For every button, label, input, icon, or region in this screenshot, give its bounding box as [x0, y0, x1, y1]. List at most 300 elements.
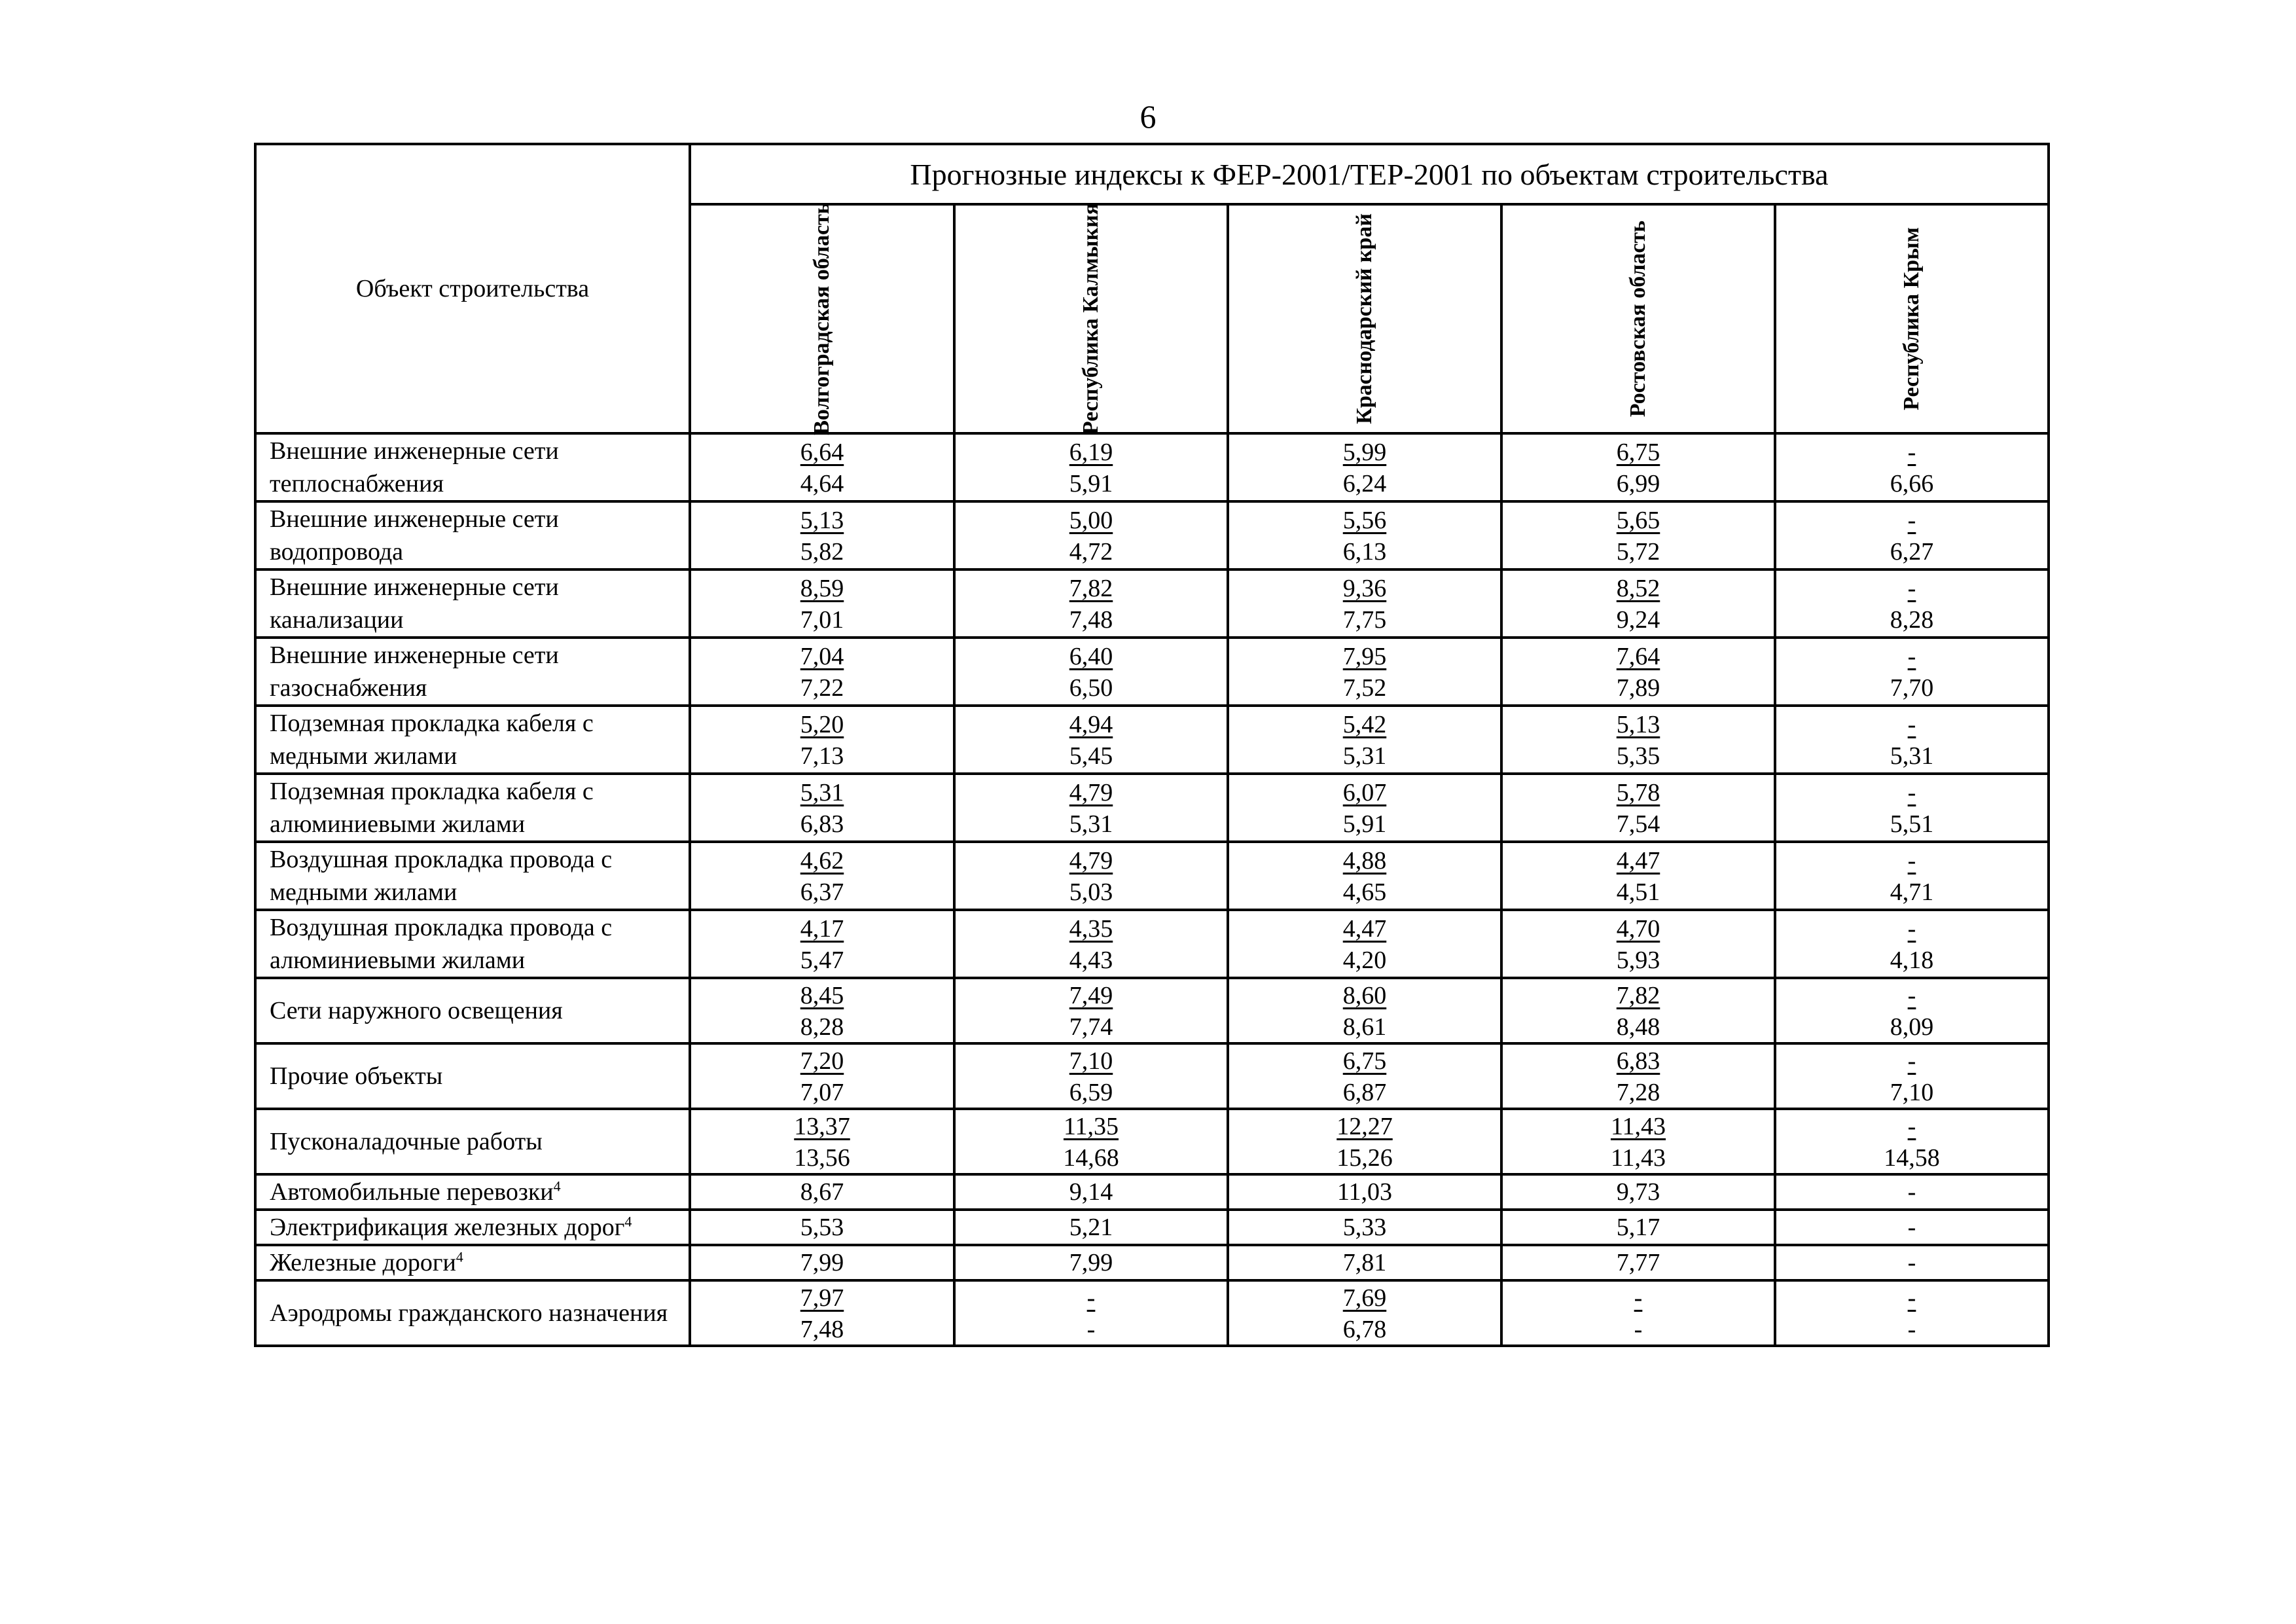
index-value-underlined: -: [1907, 1113, 1916, 1140]
object-name: [255, 910, 690, 978]
index-value: -: [1775, 1210, 2049, 1245]
index-value-underlined: 4,94: [1069, 711, 1113, 738]
index-value-top: [956, 1110, 1227, 1143]
index-value-bottom: 6,13: [1342, 538, 1387, 566]
table-row: [255, 1245, 2049, 1280]
index-value-top: [1503, 912, 1774, 945]
index-value-underlined: 5,42: [1342, 711, 1387, 738]
table-body: [255, 433, 2049, 1346]
index-value-pair: [954, 910, 1228, 978]
index-value-pair: [690, 774, 954, 842]
index-value-pair: [1775, 978, 2049, 1043]
index-value-underlined: -: [1907, 915, 1916, 943]
index-value-pair: [1228, 706, 1501, 774]
index-value-bottom: 5,45: [1069, 742, 1113, 770]
index-value-pair: [1501, 842, 1775, 910]
index-value-pair: [954, 433, 1228, 501]
index-value-underlined: -: [1907, 507, 1916, 534]
index-value-underlined: 9,36: [1342, 575, 1387, 602]
index-value-pair: [1228, 978, 1501, 1043]
index-value-underlined: 4,79: [1069, 847, 1113, 875]
index-value-top: [1503, 1282, 1774, 1314]
index-value-bottom: 4,20: [1342, 947, 1387, 974]
table-row: [255, 774, 2049, 842]
index-value-underlined: 4,17: [800, 915, 844, 943]
region-header: [1501, 204, 1775, 433]
object-name: [255, 1174, 690, 1210]
index-value-bottom: 8,61: [1342, 1013, 1387, 1041]
index-value-pair: [1501, 1280, 1775, 1346]
index-value-bottom: 7,48: [800, 1316, 844, 1343]
object-name-text: Внешние инженерные сети канализации: [270, 573, 559, 634]
index-value-pair: [1228, 1109, 1501, 1174]
index-value-pair: [954, 1043, 1228, 1109]
index-value-top: [956, 776, 1227, 809]
index-value-bottom: 4,71: [1890, 878, 1934, 906]
index-value-underlined: 7,97: [800, 1284, 844, 1312]
index-value: 7,81: [1228, 1245, 1501, 1280]
index-value-top: [1503, 844, 1774, 877]
object-name-text: Внешние инженерные сети водопровода: [270, 505, 559, 566]
index-value-pair: [1501, 978, 1775, 1043]
object-name: [255, 569, 690, 638]
index-value-bottom: 5,91: [1342, 810, 1387, 838]
region-header: [690, 204, 954, 433]
table-row: [255, 1109, 2049, 1174]
index-value-pair: [1501, 433, 1775, 501]
index-value: 5,21: [954, 1210, 1228, 1245]
index-value-bottom: 7,74: [1069, 1013, 1113, 1041]
index-value-underlined: 5,78: [1616, 779, 1660, 806]
index-value-top: [691, 436, 953, 469]
index-value-underlined: 8,59: [800, 575, 844, 602]
index-value-bottom: 6,59: [1069, 1079, 1113, 1106]
footnote-marker: 4: [553, 1178, 561, 1195]
index-value-bottom: 7,10: [1890, 1079, 1934, 1106]
index-value-bottom: -: [1634, 1316, 1643, 1343]
index-value-bottom: 5,35: [1616, 742, 1660, 770]
object-name-text: Воздушная прокладка провода с медными жилами: [270, 846, 613, 906]
object-name: [255, 1043, 690, 1109]
index-value-pair: [1775, 1043, 2049, 1109]
index-value-top: [956, 912, 1227, 945]
index-value-pair: [1228, 638, 1501, 706]
index-value-underlined: 5,31: [800, 779, 844, 806]
table-row: [255, 1043, 2049, 1109]
indices-table: [254, 143, 2050, 1347]
index-value-bottom: 7,01: [800, 606, 844, 634]
index-value-bottom: -: [1907, 1316, 1916, 1343]
index-value-pair: [690, 501, 954, 569]
index-value-underlined: 7,64: [1616, 643, 1660, 670]
table-row: [255, 501, 2049, 569]
index-value-top: [956, 708, 1227, 741]
index-value-pair: [1228, 501, 1501, 569]
object-name: [255, 1280, 690, 1346]
index-value-top: [691, 979, 953, 1012]
index-value-underlined: -: [1907, 439, 1916, 466]
index-value-top: [1229, 436, 1500, 469]
index-value-pair: [690, 1280, 954, 1346]
index-value-bottom: 5,31: [1342, 742, 1387, 770]
index-value-bottom: 4,65: [1342, 878, 1387, 906]
index-value-underlined: 5,65: [1616, 507, 1660, 534]
index-value-pair: [1228, 910, 1501, 978]
object-name-text: Аэродромы гражданского назначения: [270, 1299, 668, 1327]
index-value-pair: [690, 433, 954, 501]
table-row: [255, 1174, 2049, 1210]
index-value-underlined: 4,79: [1069, 779, 1113, 806]
index-value-top: [956, 436, 1227, 469]
index-value-bottom: 6,66: [1890, 470, 1934, 497]
index-value-bottom: 5,82: [800, 538, 844, 566]
index-value-pair: [690, 706, 954, 774]
index-value-top: [1776, 1282, 2047, 1314]
index-value-pair: [1775, 501, 2049, 569]
index-value-top: [1776, 912, 2047, 945]
index-value-underlined: 4,47: [1342, 915, 1387, 943]
index-value-top: [1229, 844, 1500, 877]
index-value-pair: [954, 1280, 1228, 1346]
object-name-text: Подземная прокладка кабеля с алюминиевыми жилами: [270, 778, 594, 838]
index-value: -: [1775, 1245, 2049, 1280]
index-value-underlined: 5,20: [800, 711, 844, 738]
object-name-text: Подземная прокладка кабеля с медными жилами: [270, 710, 594, 770]
index-value-pair: [1775, 433, 2049, 501]
object-name: [255, 433, 690, 501]
index-value-pair: [1228, 1280, 1501, 1346]
index-value-pair: [954, 842, 1228, 910]
index-value: 9,73: [1501, 1174, 1775, 1210]
index-value-pair: [1501, 501, 1775, 569]
index-value-bottom: 14,58: [1884, 1144, 1940, 1172]
index-value-underlined: 5,13: [800, 507, 844, 534]
index-value-bottom: 4,18: [1890, 947, 1934, 974]
index-value-bottom: 7,52: [1342, 674, 1387, 702]
index-value-underlined: -: [1907, 982, 1916, 1009]
index-value-underlined: 5,99: [1342, 439, 1387, 466]
footnote-marker: 4: [624, 1213, 632, 1230]
table-row: [255, 706, 2049, 774]
table-title: Прогнозные индексы к ФЕР-2001/ТЕР-2001 по объектам строительства: [690, 144, 2049, 204]
index-value-top: [1229, 504, 1500, 537]
index-value-underlined: 4,47: [1616, 847, 1660, 875]
index-value-bottom: 4,64: [800, 470, 844, 497]
index-value-pair: [1228, 569, 1501, 638]
index-value-top: [1776, 776, 2047, 809]
index-value-top: [1503, 1110, 1774, 1143]
index-value-pair: [690, 1043, 954, 1109]
index-value-bottom: 8,48: [1616, 1013, 1660, 1041]
index-value-pair: [954, 706, 1228, 774]
index-value-bottom: 4,43: [1069, 947, 1113, 974]
table-row: [255, 569, 2049, 638]
index-value-bottom: 7,13: [800, 742, 844, 770]
region-label: Волгоградская область: [810, 202, 834, 435]
table-row: [255, 1210, 2049, 1245]
region-header: [954, 204, 1228, 433]
index-value-top: [1776, 1045, 2047, 1077]
index-value-pair: [1501, 910, 1775, 978]
index-value-pair: [1775, 774, 2049, 842]
index-value-top: [691, 1045, 953, 1077]
table-row: [255, 433, 2049, 501]
index-value-underlined: 8,45: [800, 982, 844, 1009]
index-value-underlined: 6,19: [1069, 439, 1113, 466]
region-label: Республика Крым: [1899, 227, 1924, 410]
index-value-top: [691, 844, 953, 877]
object-name-text: Железные дороги: [270, 1249, 456, 1276]
index-value-top: [1776, 1110, 2047, 1143]
index-value-top: [1503, 979, 1774, 1012]
index-value-bottom: 5,31: [1069, 810, 1113, 838]
index-value-top: [1229, 1110, 1500, 1143]
index-value-underlined: 7,20: [800, 1047, 844, 1075]
index-value-underlined: 8,52: [1616, 575, 1660, 602]
index-value-underlined: -: [1634, 1284, 1643, 1312]
index-value-pair: [1775, 1280, 2049, 1346]
index-value-top: [956, 504, 1227, 537]
index-value-top: [1776, 979, 2047, 1012]
index-value-underlined: 13,37: [794, 1113, 850, 1140]
index-value-bottom: 5,47: [800, 947, 844, 974]
index-value-underlined: 5,13: [1616, 711, 1660, 738]
index-value-underlined: -: [1907, 711, 1916, 738]
index-value-underlined: 4,62: [800, 847, 844, 875]
index-value-pair: [690, 569, 954, 638]
index-value-top: [691, 776, 953, 809]
index-value-top: [691, 572, 953, 605]
index-value-pair: [1501, 1043, 1775, 1109]
table-row: [255, 1280, 2049, 1346]
index-value-underlined: 5,00: [1069, 507, 1113, 534]
index-value-pair: [1775, 1109, 2049, 1174]
index-value-top: [691, 640, 953, 673]
index-value-pair: [1775, 842, 2049, 910]
index-value-pair: [1228, 842, 1501, 910]
index-value-underlined: 4,35: [1069, 915, 1113, 943]
index-value-bottom: 9,24: [1616, 606, 1660, 634]
index-value-pair: [1775, 706, 2049, 774]
index-value-pair: [1228, 433, 1501, 501]
index-value-underlined: 7,95: [1342, 643, 1387, 670]
index-value-top: [1503, 776, 1774, 809]
index-value-pair: [954, 1109, 1228, 1174]
index-value-underlined: 4,88: [1342, 847, 1387, 875]
index-value: 7,99: [954, 1245, 1228, 1280]
object-name-text: Внешние инженерные сети теплоснабжения: [270, 437, 559, 497]
object-name: [255, 501, 690, 569]
index-value-underlined: 11,35: [1063, 1113, 1119, 1140]
index-value-top: [1229, 1282, 1500, 1314]
index-value-top: [1229, 912, 1500, 945]
object-name: [255, 774, 690, 842]
index-value-underlined: 7,82: [1616, 982, 1660, 1009]
index-value-top: [691, 912, 953, 945]
index-value-underlined: -: [1907, 575, 1916, 602]
index-value-pair: [954, 774, 1228, 842]
index-value-bottom: 4,51: [1616, 878, 1660, 906]
index-value-top: [691, 504, 953, 537]
index-value-top: [1776, 844, 2047, 877]
index-value-bottom: 6,87: [1342, 1079, 1387, 1106]
object-name: [255, 1245, 690, 1280]
index-value: 7,99: [690, 1245, 954, 1280]
index-value-underlined: 12,27: [1336, 1113, 1393, 1140]
index-value: -: [1775, 1174, 2049, 1210]
index-value-bottom: 13,56: [794, 1144, 850, 1172]
index-value-underlined: 6,40: [1069, 643, 1113, 670]
index-value-bottom: 6,24: [1342, 470, 1387, 497]
index-value-bottom: 7,07: [800, 1079, 844, 1106]
region-label: Ростовская область: [1626, 220, 1650, 418]
object-name: [255, 978, 690, 1043]
index-value-pair: [1775, 569, 2049, 638]
index-value-underlined: 8,60: [1342, 982, 1387, 1009]
object-name: [255, 638, 690, 706]
object-name-text: Прочие объекты: [270, 1062, 443, 1090]
object-name-text: Электрификация железных дорог: [270, 1214, 625, 1241]
region-header: [1228, 204, 1501, 433]
index-value-bottom: 7,28: [1616, 1079, 1660, 1106]
index-value-underlined: 7,69: [1342, 1284, 1387, 1312]
index-value-pair: [690, 638, 954, 706]
table-row: [255, 842, 2049, 910]
index-value-underlined: -: [1907, 847, 1916, 875]
index-value: 8,67: [690, 1174, 954, 1210]
index-value-pair: [1501, 706, 1775, 774]
index-value-top: [1229, 572, 1500, 605]
index-value-bottom: 6,50: [1069, 674, 1113, 702]
index-value-bottom: 11,43: [1610, 1144, 1666, 1172]
index-value-top: [956, 572, 1227, 605]
index-value-top: [956, 1282, 1227, 1314]
index-value-bottom: 8,28: [800, 1013, 844, 1041]
index-value-top: [1503, 572, 1774, 605]
index-value-underlined: 7,04: [800, 643, 844, 670]
index-value-bottom: 5,03: [1069, 878, 1113, 906]
object-name: [255, 1210, 690, 1245]
index-value-underlined: 6,75: [1616, 439, 1660, 466]
object-name-text: Автомобильные перевозки: [270, 1178, 554, 1206]
index-value-top: [1776, 504, 2047, 537]
index-value-top: [1229, 640, 1500, 673]
index-value-underlined: 6,83: [1616, 1047, 1660, 1075]
index-value-top: [1776, 640, 2047, 673]
object-column-header: Объект строительства: [255, 144, 690, 433]
index-value-underlined: 4,70: [1616, 915, 1660, 943]
page-number: 6: [1139, 98, 1157, 135]
index-value-bottom: 7,89: [1616, 674, 1660, 702]
object-name: [255, 1109, 690, 1174]
index-value-underlined: 6,07: [1342, 779, 1387, 806]
index-value: 9,14: [954, 1174, 1228, 1210]
index-value-bottom: 7,75: [1342, 606, 1387, 634]
index-value: 5,53: [690, 1210, 954, 1245]
index-value-bottom: 6,83: [800, 810, 844, 838]
index-value-bottom: 5,31: [1890, 742, 1934, 770]
index-value-underlined: 6,64: [800, 439, 844, 466]
index-value-underlined: -: [1907, 643, 1916, 670]
index-value-underlined: -: [1907, 779, 1916, 806]
index-value-pair: [1501, 774, 1775, 842]
index-value-pair: [1228, 1043, 1501, 1109]
index-value-bottom: 7,70: [1890, 674, 1934, 702]
object-name-text: Пусконаладочные работы: [270, 1128, 543, 1155]
table-row: [255, 978, 2049, 1043]
index-value-pair: [954, 638, 1228, 706]
index-value-pair: [690, 1109, 954, 1174]
index-value-bottom: 5,91: [1069, 470, 1113, 497]
index-value-top: [1503, 640, 1774, 673]
index-value-bottom: 15,26: [1336, 1144, 1393, 1172]
index-value-bottom: 6,27: [1890, 538, 1934, 566]
index-value-top: [1229, 1045, 1500, 1077]
object-name-text: Сети наружного освещения: [270, 997, 563, 1024]
index-value-underlined: -: [1086, 1284, 1096, 1312]
index-value-top: [691, 1282, 953, 1314]
index-value-underlined: -: [1907, 1047, 1916, 1075]
index-value-top: [1503, 436, 1774, 469]
object-name: [255, 842, 690, 910]
index-value-bottom: 14,68: [1063, 1144, 1119, 1172]
index-value-top: [1503, 1045, 1774, 1077]
region-label: Краснодарский край: [1352, 213, 1376, 424]
index-value: 11,03: [1228, 1174, 1501, 1210]
index-value-pair: [1775, 910, 2049, 978]
index-value-underlined: 5,56: [1342, 507, 1387, 534]
footnote-marker: 4: [456, 1248, 463, 1265]
index-value-underlined: 7,82: [1069, 575, 1113, 602]
index-value-pair: [1501, 569, 1775, 638]
index-value-bottom: 7,22: [800, 674, 844, 702]
index-value-pair: [690, 978, 954, 1043]
index-value-underlined: 11,43: [1610, 1113, 1666, 1140]
index-value-bottom: 5,72: [1616, 538, 1660, 566]
index-value-pair: [954, 978, 1228, 1043]
index-value-top: [1503, 708, 1774, 741]
index-value-top: [1229, 979, 1500, 1012]
index-value-underlined: -: [1907, 1284, 1916, 1312]
index-value-pair: [690, 842, 954, 910]
table-row: [255, 638, 2049, 706]
index-value: 5,33: [1228, 1210, 1501, 1245]
index-value-bottom: 8,28: [1890, 606, 1934, 634]
region-header: [1775, 204, 2049, 433]
index-value-top: [956, 1045, 1227, 1077]
index-value-underlined: 6,75: [1342, 1047, 1387, 1075]
object-name-text: Воздушная прокладка провода с алюминиевыми жилами: [270, 914, 613, 974]
index-value-top: [1776, 708, 2047, 741]
index-value-bottom: 6,37: [800, 878, 844, 906]
index-value-bottom: 7,48: [1069, 606, 1113, 634]
index-value: 5,17: [1501, 1210, 1775, 1245]
index-value-bottom: 5,51: [1890, 810, 1934, 838]
index-value-bottom: -: [1086, 1316, 1096, 1343]
object-name: [255, 706, 690, 774]
index-value-top: [1776, 572, 2047, 605]
index-value-pair: [1501, 1109, 1775, 1174]
index-value-top: [1776, 436, 2047, 469]
index-value-pair: [1501, 638, 1775, 706]
table-row: [255, 910, 2049, 978]
index-value-bottom: 8,09: [1890, 1013, 1934, 1041]
index-value-top: [1229, 708, 1500, 741]
index-value-bottom: 5,93: [1616, 947, 1660, 974]
index-value-top: [691, 708, 953, 741]
index-value-bottom: 7,54: [1616, 810, 1660, 838]
index-value-underlined: 7,10: [1069, 1047, 1113, 1075]
